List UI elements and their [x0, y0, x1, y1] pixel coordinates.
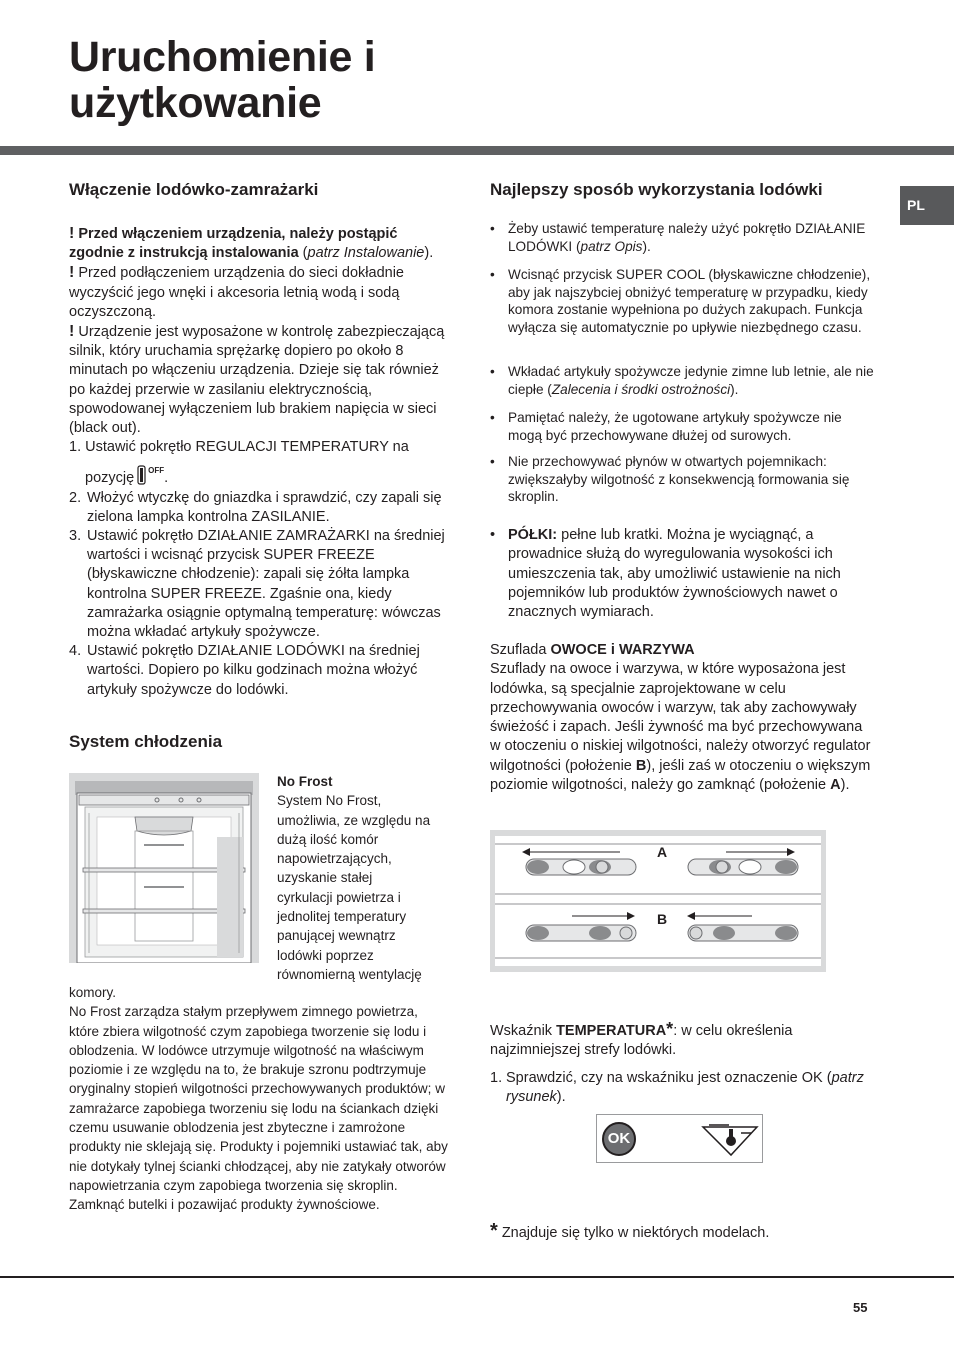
position-b-label: B — [657, 911, 668, 927]
bullet-liquids: • Nie przechowywać płynów w otwartych pojemnikach: zwiększałyby wilgotność z konsekwencją formowania się skroplin. — [490, 454, 850, 505]
language-tab: PL — [900, 186, 954, 225]
step-4: 4. Ustawić pokrętło DZIAŁANIE LODÓWKI na średniej wartości. Dopiero po kilku godzinach można włożyć artykuły spożywcze do lodówki. — [69, 643, 420, 698]
bullet-temperature: • Żeby ustawić temperaturę należy użyć pokrętło DZIAŁANIE LODÓWKI (patrz Opis). — [490, 221, 866, 254]
title-rule — [0, 146, 954, 155]
bullet-cooked-food: • Pamiętać należy, że ugotowane artykuły spożywcze nie mogą być przechowywane dłużej od surowych. — [490, 410, 842, 443]
footer-rule — [0, 1276, 954, 1278]
nofrost-description: komory. No Frost zarządza stałym przepływem zimnego powietrza, które zbiera wilgotność czym zapobiega tworzenie się lodu i oblodzenia. W lodówce utrzymuje wilgotność na właściwym poziomie i ze względu na to, że brakuje szronu podtrzymuje oryginalny stopień wilgotności przechowywanych produktów; w zamrażarce zapobiega tworzeniu się lodu na ściankach dzięki czemu usuwanie oblodzenia jest zbyteczne i zamrożone produkty nie sklejają się. Produkty i pojemniki ustawiać tak, aby nie dotykały tylnej ścianki chłodzącej, aby nie zatykały otworów napowietrzania czym zapobiega tworzenia się skroplin. Zamknąć butelki i pozawijać produkty żywnościowe. — [69, 985, 448, 1213]
drawer-description: Szuflada OWOCE i WARZYWA Szuflady na owoce i warzywa, w które wyposażona jest lodówka, są specjalnie zaprojektowane w celu przechowywania owoców i warzyw, tak aby zachowywały świeżość i zapach. Jeśli żywność ma być przechowywana w otoczeniu o niskiej wilgotności, należy otworzyć regulator wilgotności (położenie B), jeśli zaś w otoczeniu o większym poziomie wilgotności, należy go zamknąć (położenie A). — [490, 642, 871, 794]
section-heading-best-use: Najlepszy sposób wykorzystania lodówki — [490, 180, 823, 199]
indicator-step-1: 1. Sprawdzić, czy na wskaźniku jest oznaczenie OK (patrz rysunek). — [490, 1070, 864, 1106]
bullet-food-temperature: • Wkładać artykuły spożywcze jedynie zimne lub letnie, ale nie ciepłe (Zalecenia i środki ostrożności). — [490, 364, 874, 397]
footnote: * Znajduje się tylko w niektórych modelach. — [490, 1220, 770, 1242]
page-title: Uruchomienie i użytkowanie — [69, 33, 376, 127]
fridge-interior-illustration — [69, 773, 259, 963]
section-heading-cooling: System chłodzenia — [69, 732, 223, 751]
temperature-indicator-illustration — [596, 1114, 763, 1163]
humidity-regulator-diagram — [490, 830, 826, 972]
temperature-indicator-text: Wskaźnik TEMPERATURA*: w celu określenia najzimniejszej strefy lodówki. — [490, 1019, 793, 1059]
ok-badge: OK — [602, 1122, 636, 1156]
bullet-super-cool: • Wcisnąć przycisk SUPER COOL (błyskawiczne chłodzenie), aby jak najszybciej obniżyć temperaturę w przypadku, kiedy komora zostanie wypełniona po dużych zakupach. Funkcja wyłącza się automatycznie po upływie niezbędnego czasu. — [490, 267, 871, 335]
warning-3: ! Urządzenie jest wyposażone w kontrolę zabezpieczającą silnik, który uruchamia sprężarkę dopiero po około 8 minutach po włączeniu urządzenia. Dzieje się tak również po każdej przerwie w zasilaniu elektrycznością, spowodowanej wyłączeniem lub brakiem napięcia w sieci (black out). — [69, 323, 445, 437]
nofrost-intro: No Frost System No Frost, umożliwia, ze względu na dużą ilość komór napowietrzających, uzyskanie stałej cyrkulacji powietrza i jednolitej temperatury panującej wewnątrz lodówki poprzez równomierną wentylację — [277, 774, 431, 982]
warning-1: ! Przed włączeniem urządzenia, należy postąpić zgodnie z instrukcją instalowania (patrz Instalowanie). — [69, 225, 434, 262]
position-a-label: A — [657, 844, 668, 860]
bullet-shelves: • PÓŁKI: pełne lub kratki. Można je wyciągnąć, a prowadnice służą do wyregulowania wysokości ich umieszczenia tak, aby umożliwić ustawienie na nich pojemników lub produktów żywnościowych nawet o znacznych wymiarach. — [490, 527, 841, 621]
step-3: 3. Ustawić pokrętło DZIAŁANIE ZAMRAŻARKI na średniej wartości i wcisnąć przycisk SUPER FREEZE (błyskawiczne chłodzenie): zapali się żółta lampka kontrolna SUPER FREEZE. Zgaśnie ona, kiedy zamrażarka osiągnie optymalną temperaturę: wówczas można wkładać artykuły spożywcze. — [69, 528, 445, 641]
step-2: 2. Włożyć wtyczkę do gniazdka i sprawdzić, czy zapali się zielona lampka kontrolna ZASILANIE. — [69, 489, 442, 525]
step-1: 1. Ustawić pokrętło REGULACJI TEMPERATURY na pozycję $^{OFF}$. — [69, 439, 409, 487]
thermometer-icon — [701, 1119, 759, 1159]
page-number: 55 — [853, 1300, 868, 1315]
switch-on-text — [69, 224, 449, 700]
knob-off-icon — [137, 465, 146, 485]
section-heading-switch-on: Włączenie lodówko-zamrażarki — [69, 180, 319, 199]
fridge-icon — [69, 773, 259, 963]
warning-2: ! Przed podłączeniem urządzenia do sieci dokładnie wyczyścić jego wnęki i akcesoria letnią wodą i sodą oczyszczoną. — [69, 264, 405, 320]
